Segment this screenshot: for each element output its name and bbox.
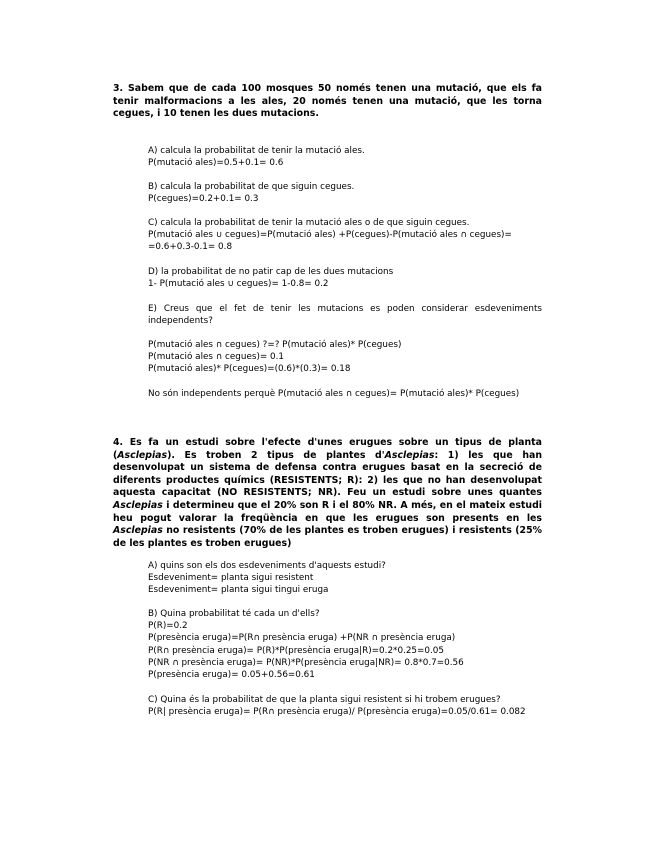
q4-b-line-3: P(R∩ presència eruga)= P(R)*P(presència eruga|R)=0.2*0.25=0.05	[148, 645, 444, 656]
q3-a-question: A) calcula la probabilitat de tenir la mutació ales.	[148, 146, 365, 156]
question-4-part-c	[148, 694, 526, 718]
question-3-conclusion: No són independents perquè P(mutació ales ∩ cegues)= P(mutació ales)* P(cegues)	[148, 389, 520, 399]
q3-e-question: E) Creus que el fet de tenir les mutacions es poden considerar esdeveniments independents?	[148, 304, 542, 327]
q4-b-line-5: P(presència eruga)= 0.05+0.56=0.61	[148, 670, 315, 681]
q3-c-answer-line-2: =0.6+0.3-0.1= 0.8	[148, 242, 233, 253]
q4-stmt-species: Asclepias	[384, 449, 435, 461]
q3-b-question: B) calcula la probabilitat de que siguin cegues.	[148, 182, 355, 192]
q3-e-line-2: P(mutació ales ∩ cegues)= 0.1	[148, 352, 285, 363]
q3-d-answer: 1- P(mutació ales ∪ cegues)= 1-0.8= 0.2	[148, 279, 329, 290]
question-4-part-b	[148, 608, 464, 681]
q4-a-event-2: Esdeveniment= planta sigui tingui eruga	[148, 585, 329, 596]
q4-b-line-2: P(presència eruga)=P(R∩ presència eruga) +P(NR ∩ presència eruga)	[148, 633, 456, 644]
q4-c-question: C) Quina és la probabilitat de que la planta sigui resistent si hi trobem erugues?	[148, 695, 501, 705]
q4-stmt-species: Asclepias	[113, 499, 163, 511]
q3-c-question: C) calcula la probabilitat de tenir la mutació ales o de que siguin cegues.	[148, 218, 470, 228]
q4-c-answer: P(R| presència eruga)= P(R∩ presència eruga)/ P(presència eruga)=0.05/0.61= 0.082	[148, 707, 526, 718]
q3-e-line-1: P(mutació ales ∩ cegues) ?=? P(mutació ales)* P(cegues)	[148, 340, 402, 350]
q3-a-answer: P(mutació ales)=0.5+0.1= 0.6	[148, 158, 284, 169]
q4-stmt-species: Asclepias	[117, 449, 168, 461]
q4-b-line-4: P(NR ∩ presència eruga)= P(NR)*P(presència eruga|NR)= 0.8*0.7=0.56	[148, 657, 464, 668]
q4-stmt-part: i determineu que el 20% son R i el 80% NR. A més, en el mateix estudi heu pogut valorar la freqüència en que les erugues son presents en les	[113, 499, 542, 524]
q3-c-answer-line-1: P(mutació ales ∪ cegues)=P(mutació ales) +P(cegues)-P(mutació ales ∩ cegues)=	[148, 230, 512, 241]
q4-b-question: B) Quina probabilitat té cada un d'ells?	[148, 609, 320, 619]
q4-a-event-1: Esdeveniment= planta sigui resistent	[148, 573, 314, 584]
q4-stmt-part: 4. Es fa un estudi sobre l'efecte d'unes erugues sobre un tipus de planta (	[113, 437, 542, 461]
question-4-part-a	[148, 560, 386, 597]
q4-stmt-part: : 1) les que han desenvolupat un sistema de defensa contra erugues basat en la secreció de diferents productes químics (RESISTENTS; R): 2) les que no han desenvolupat aquesta capacitat (NO RESISTENTS; NR). Feu un estudi sobre unes quantes	[113, 449, 542, 499]
q3-b-answer: P(cegues)=0.2+0.1= 0.3	[148, 194, 259, 205]
question-3-part-a	[148, 145, 365, 169]
q4-stmt-species: Asclepias	[113, 525, 163, 537]
q4-b-line-1: P(R)=0.2	[148, 621, 188, 632]
question-3-part-e-question	[113, 303, 542, 327]
q3-d-question: D) la probabilitat de no patir cap de les dues mutacions	[148, 267, 394, 277]
q4-stmt-part: ). Es troben 2 tipus de plantes d'	[167, 449, 385, 461]
question-3-part-b	[148, 181, 354, 205]
q4-a-question: A) quins son els dos esdeveniments d'aquests estudi?	[148, 561, 386, 571]
question-3-part-c	[148, 217, 512, 254]
q3-e-line-3: P(mutació ales)* P(cegues)=(0.6)*(0.3)= 0.18	[148, 364, 351, 375]
question-3-part-e-answer	[148, 339, 401, 376]
question-3-part-d	[148, 266, 393, 290]
question-3-statement: 3. Sabem que de cada 100 mosques 50 només tenen una mutació, que els fa tenir malformacions a les ales, 20 només tenen una mutació, que les torna cegues, i 10 tenen les dues mutacions.	[113, 83, 542, 120]
question-4-statement	[113, 437, 542, 550]
q4-stmt-part: no resistents (70% de les plantes es troben erugues) i resistents (25% de les plantes es troben erugues)	[113, 525, 542, 549]
